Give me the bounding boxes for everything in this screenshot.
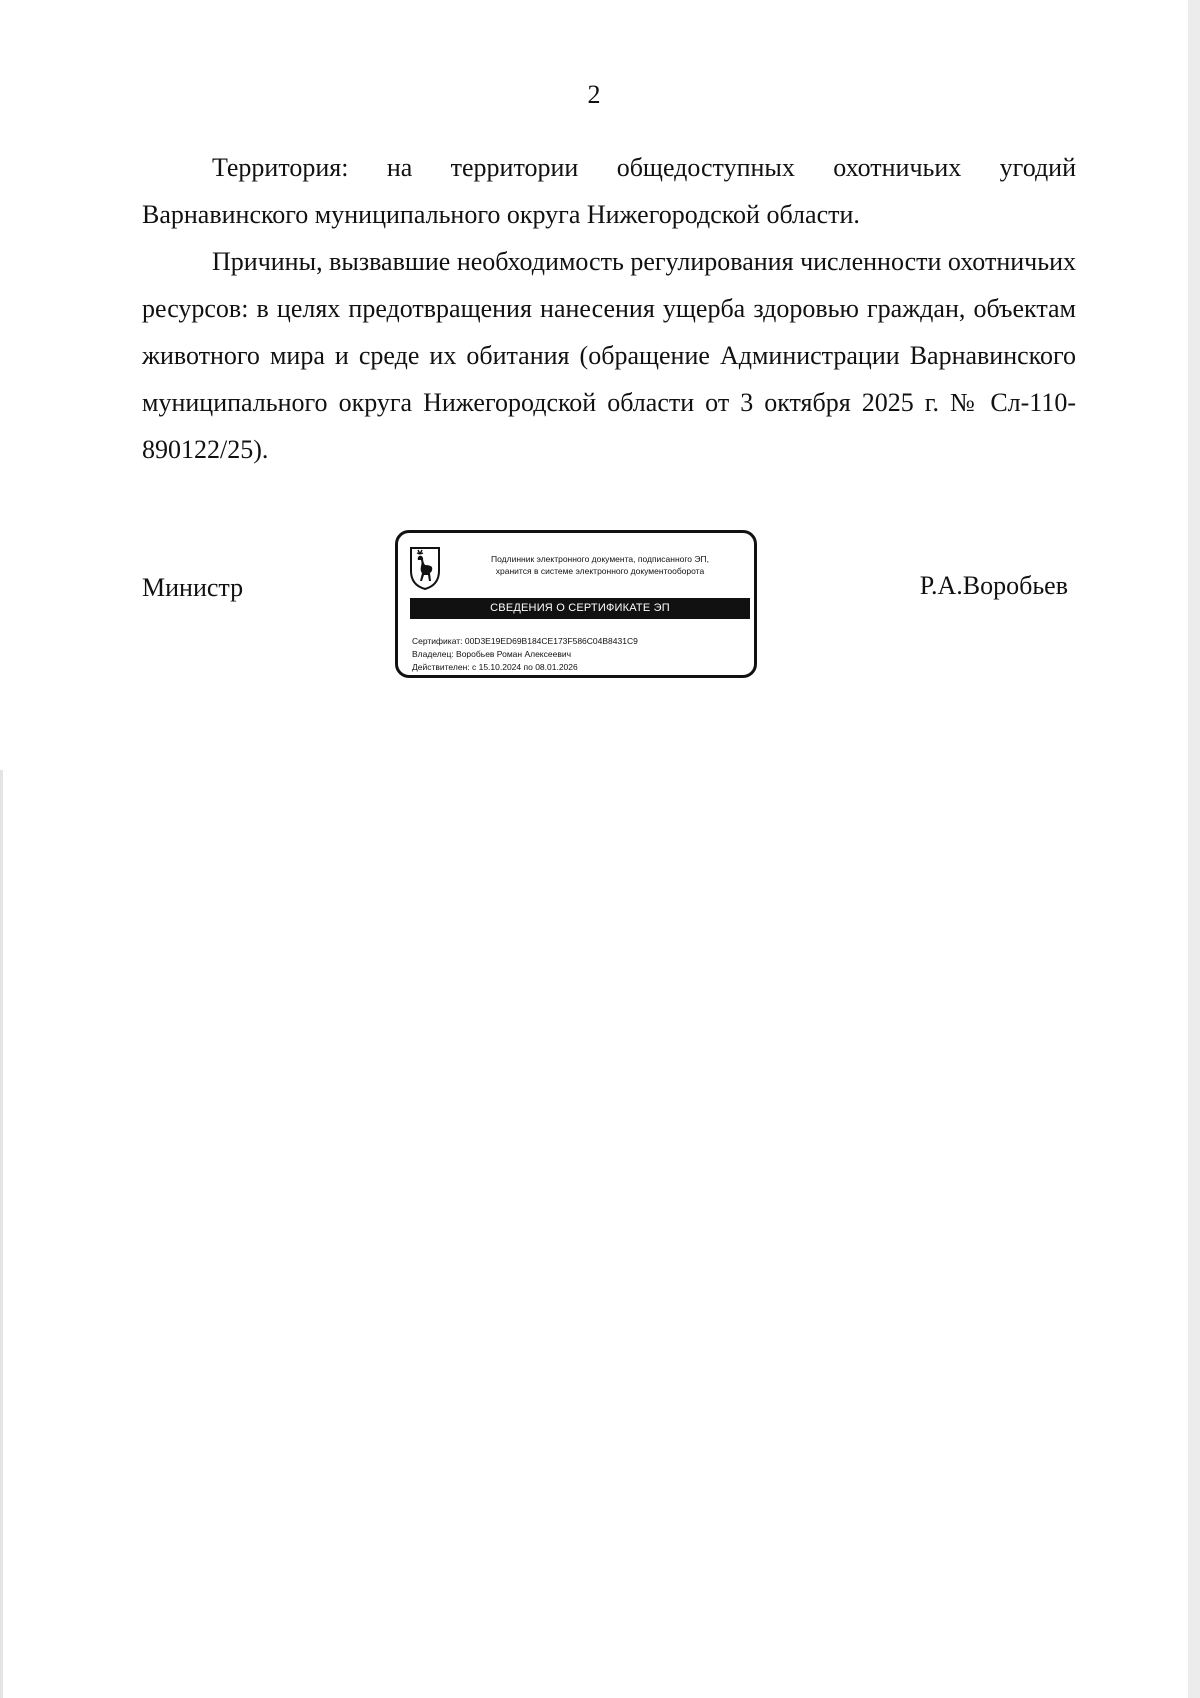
page-number: 2 xyxy=(587,80,601,109)
stamp-notice-line-2: хранится в системе электронного документооборота xyxy=(495,566,705,576)
deer-coat-of-arms-icon xyxy=(408,545,442,591)
scan-right-edge xyxy=(1188,0,1200,1698)
scan-left-edge xyxy=(0,770,3,1698)
stamp-details xyxy=(412,635,638,674)
electronic-signature-stamp xyxy=(395,530,757,678)
signatory-role: Министр xyxy=(142,573,244,602)
reasons-paragraph: Причины, вызвавшие необходимость регулирования численности охотничьих ресурсов: в целях предотвращения нанесения ущерба здоровью граждан, объектам животного мира и среде их обитания (обращение Администрации Варнавинского муниципального округа Нижегородской области от 3 октября 2025 г. № Сл-110-890122/25). xyxy=(142,247,1076,464)
signer-name: Р.А.Воробьев xyxy=(919,571,1068,600)
document-body xyxy=(142,144,1076,473)
certificate-number: Сертификат: 00D3E19ED69B184CE173F586C04B8431C9 xyxy=(412,636,638,646)
certificate-owner: Владелец: Воробьев Роман Алексеевич xyxy=(412,649,572,659)
stamp-header: СВЕДЕНИЯ О СЕРТИФИКАТЕ ЭП xyxy=(410,598,750,619)
stamp-notice xyxy=(450,553,750,577)
signature-block xyxy=(142,528,1076,688)
certificate-validity: Действителен: с 15.10.2024 по 08.01.2026 xyxy=(412,662,578,672)
territory-paragraph: Территория: на территории общедоступных охотничьих угодий Варнавинского муниципального округа Нижегородской области. xyxy=(142,153,1076,229)
stamp-notice-line-1: Подлинник электронного документа, подписанного ЭП, xyxy=(491,554,709,564)
